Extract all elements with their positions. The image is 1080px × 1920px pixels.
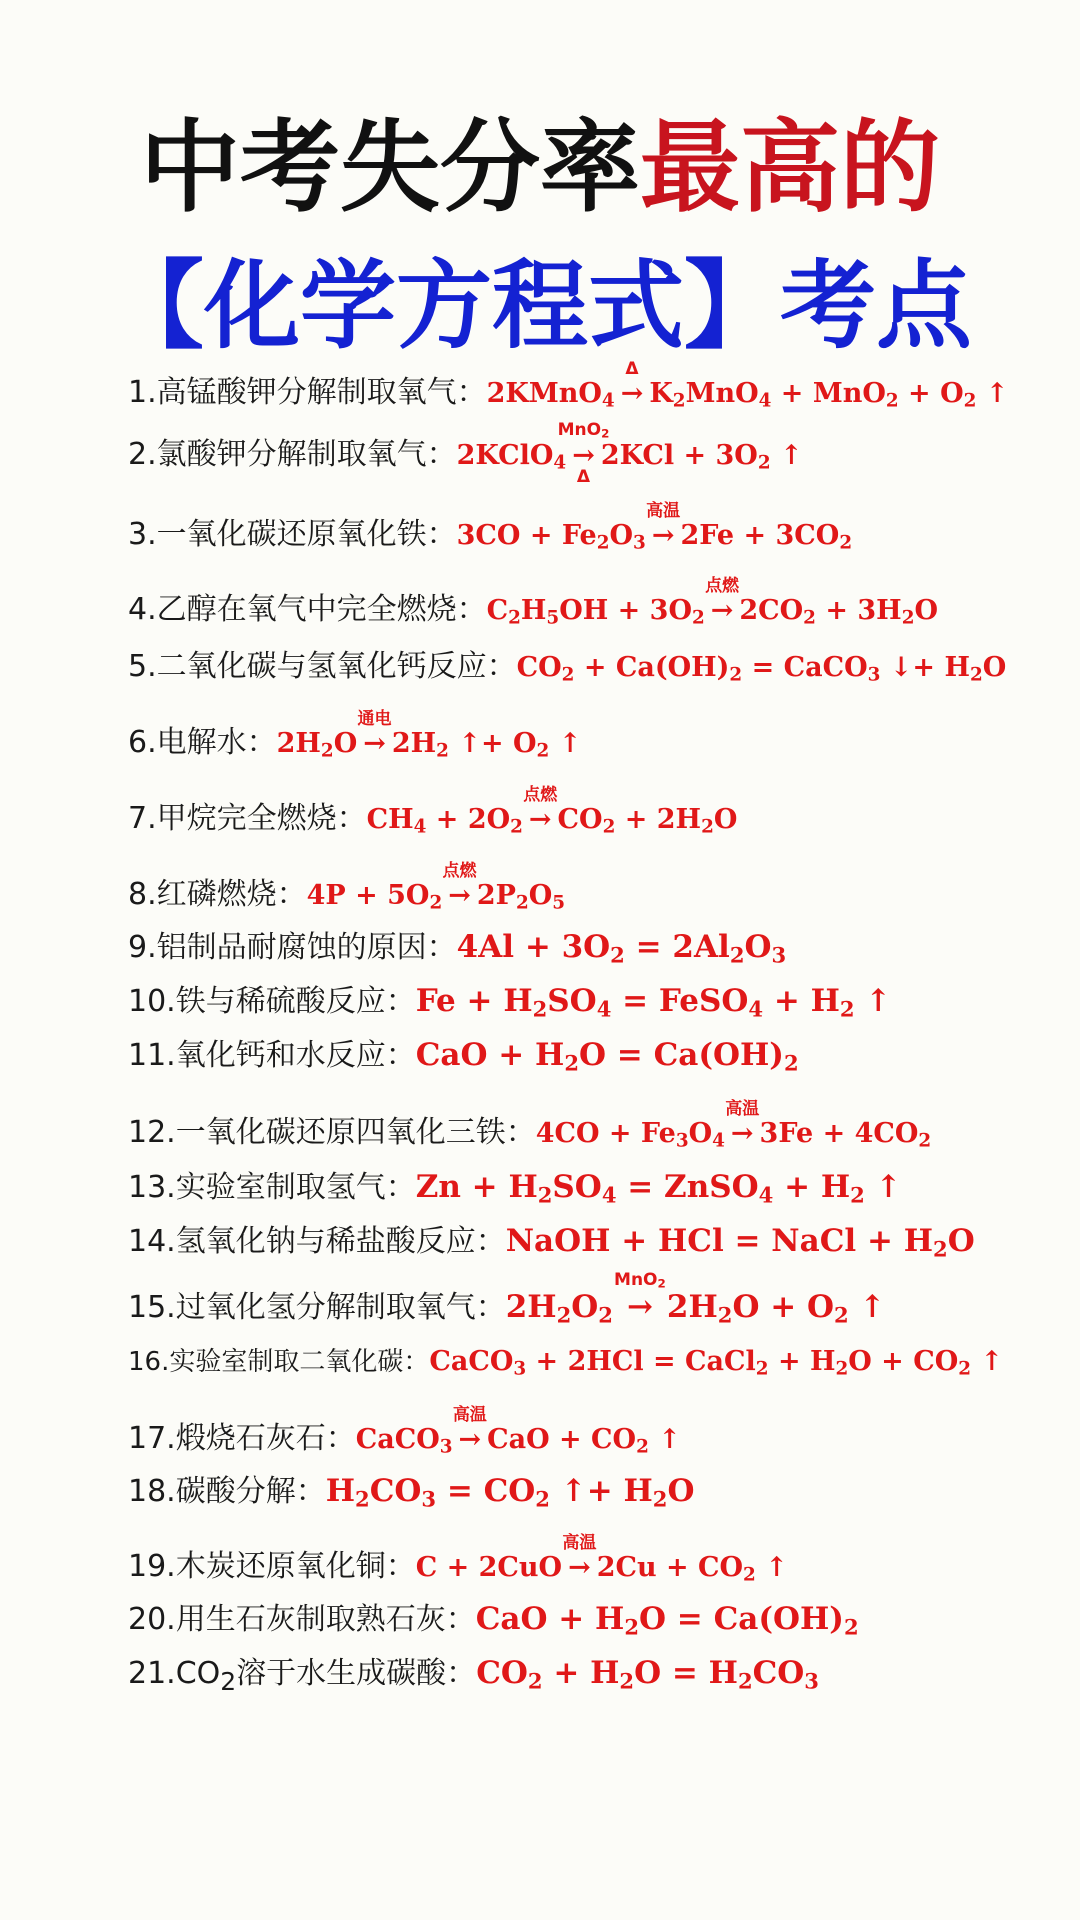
title-black-part: 中考失分率 [140, 109, 640, 226]
chemical-equation: $4CO + Fe_3O_4$ 高温 → $3Fe + 4CO_2$ [535, 1099, 932, 1152]
chemical-equation: $2H_2O$ 通电 → $2H_2$ ↑+ $O_2$ ↑ [276, 709, 582, 762]
chemical-equation: $2H_2O_2$ MnO$_2$ → $2H_2O + O_2$ ↑ [505, 1269, 886, 1328]
chemical-equation: $CO_2 + Ca(OH)_2$ = CaCO$_3$ ↓+ $H_2O$ [516, 652, 1007, 686]
equation-label: 2.氯酸钾分解制取氧气： [128, 437, 457, 472]
equation-item-2 [128, 419, 1068, 487]
chemical-equation: C + 2CuO 高温 → $2Cu + CO_2$ ↑ [415, 1533, 788, 1586]
reaction-arrow: 高温 → [646, 501, 681, 551]
equation-item-10 [128, 983, 1068, 1022]
reaction-arrow: MnO$_2$ → [614, 1269, 666, 1325]
reaction-condition: 高温 [725, 1099, 760, 1119]
equation-item-9 [128, 929, 1068, 968]
reaction-arrow: 点燃 → [705, 576, 740, 626]
equation-label: 9.铝制品耐腐蚀的原因： [128, 930, 457, 965]
equation-label: 1.高锰酸钾分解制取氧气： [128, 375, 487, 410]
equation-label: 16.实验室制取二氧化碳： [128, 1347, 430, 1377]
chemical-equation: $Fe + H_2SO_4$ = FeSO$_4$ + $H_2$ ↑ [415, 983, 892, 1022]
equation-label: 20.用生石灰制取熟石灰： [128, 1602, 476, 1637]
reaction-condition: 点燃 [523, 785, 558, 805]
equation-label: 10.铁与稀硫酸反应： [128, 984, 416, 1019]
reaction-arrow: 点燃 → [442, 861, 477, 911]
chemical-equation: CaCO$_3$ 高温 → CaO + $CO_2$ ↑ [355, 1405, 681, 1458]
equation-item-16 [128, 1348, 1068, 1379]
reaction-condition: 高温 [452, 1405, 487, 1425]
chemical-equation: CaCO$_3$ + 2HCl = CaCl$_2$ + $H_2O + CO_2$ ↑ [429, 1346, 1004, 1380]
equation-item-5 [128, 649, 1068, 686]
equation-item-4 [128, 576, 1068, 629]
reaction-arrow: 点燃 → [523, 785, 558, 835]
equation-item-6 [128, 709, 1068, 762]
reaction-condition: Δ [625, 359, 639, 379]
reaction-condition-below: Δ [576, 467, 591, 487]
equation-label: 17.煅烧石灰石： [128, 1421, 356, 1456]
equation-label: 7.甲烷完全燃烧： [128, 801, 367, 836]
reaction-arrow: 高温 → [562, 1533, 597, 1583]
equation-label: 4.乙醇在氧气中完全燃烧： [128, 592, 487, 627]
chemical-equation: $CO_2 + H_2O = H_2CO_3$ [476, 1655, 819, 1694]
equation-item-1 [128, 359, 1068, 412]
reaction-condition: 高温 [562, 1533, 597, 1553]
reaction-condition: MnO$_2$ [557, 419, 610, 441]
chemical-equation: $H_2CO_3 = CO_2$ ↑+ $H_2O$ [325, 1473, 695, 1512]
equation-label: 8.红磷燃烧： [128, 877, 307, 912]
equation-label: 5.二氧化碳与氢氧化钙反应： [128, 649, 517, 684]
equation-item-19 [128, 1533, 1068, 1586]
equation-item-15 [128, 1269, 1068, 1328]
equation-label: 18.碳酸分解： [128, 1474, 326, 1509]
chemical-equation: $Zn + H_2SO_4$ = ZnSO$_4$ + $H_2$ ↑ [415, 1169, 902, 1208]
equation-label: $21.CO_2$溶于水生成碳酸： [128, 1656, 477, 1696]
reaction-condition: 点燃 [705, 576, 740, 596]
equation-label: 15.过氧化氢分解制取氧气： [128, 1290, 506, 1325]
equation-label: 3.一氧化碳还原氧化铁： [128, 517, 457, 552]
equation-item-14 [128, 1223, 1068, 1262]
equation-item-21 [128, 1655, 1068, 1696]
page-title-line-1 [0, 109, 1080, 226]
equation-label: 19.木炭还原氧化铜： [128, 1549, 416, 1584]
equation-item-17 [128, 1405, 1068, 1458]
equation-item-18 [128, 1473, 1068, 1512]
reaction-arrow: 高温 → [725, 1099, 760, 1149]
equation-item-13 [128, 1169, 1068, 1208]
reaction-arrow: 高温 → [452, 1405, 487, 1455]
chemical-equation: CaO + $H_2O = Ca(OH)_2$ [475, 1601, 859, 1640]
equation-item-20 [128, 1601, 1068, 1640]
equation-item-3 [128, 501, 1068, 554]
equation-label: 14.氢氧化钠与稀盐酸反应： [128, 1224, 506, 1259]
title-red-part: 最高的 [640, 109, 940, 226]
equation-label: 11.氧化钙和水反应： [128, 1038, 416, 1073]
reaction-condition: 点燃 [442, 861, 477, 881]
reaction-condition: 高温 [646, 501, 681, 521]
equation-label: 13.实验室制取氢气： [128, 1170, 416, 1205]
reaction-arrow: MnO$_2$ → Δ [557, 419, 610, 487]
reaction-arrow: Δ → [620, 359, 644, 409]
equation-label: 12.一氧化碳还原四氧化三铁： [128, 1115, 536, 1150]
chemical-equation: $3CO + Fe_2O_3$ 高温 → $2Fe + 3CO_2$ [456, 501, 853, 554]
equation-item-7 [128, 785, 1068, 838]
equation-item-12 [128, 1099, 1068, 1152]
chemical-equation: $4P + 5O_2$ 点燃 → $2P_2O_5$ [306, 861, 566, 914]
equation-item-8 [128, 861, 1068, 914]
reaction-arrow: 通电 → [357, 709, 392, 759]
reaction-condition: MnO$_2$ [614, 1269, 666, 1291]
chemical-equation: $4Al + 3O_2 = 2Al_2O_3$ [456, 929, 787, 968]
chemical-equation: 2KMnO$_4$ Δ → $K_2MnO_4 + MnO_2 + O_2$ ↑ [486, 359, 1009, 412]
chemical-equation: $CH_4 + 2O_2$ 点燃 → $CO_2 + 2H_2O$ [366, 785, 738, 838]
chemical-equation: $C_2H_5OH + 3O_2$ 点燃 → $2CO_2 + 3H_2O$ [486, 576, 938, 629]
equation-label: 6.电解水： [128, 725, 277, 760]
equation-item-11 [128, 1037, 1068, 1076]
chemical-equation: NaOH + HCl = NaCl + $H_2O$ [505, 1223, 975, 1262]
chemical-equation: CaO + $H_2O = Ca(OH)_2$ [415, 1037, 799, 1076]
chemical-equation: 2KClO$_4$ MnO$_2$ → Δ $2KCl + 3O_2$ ↑ [456, 419, 803, 487]
reaction-condition: 通电 [357, 709, 392, 729]
page-title-line-2: 【化学方程式】考点 [108, 250, 972, 362]
